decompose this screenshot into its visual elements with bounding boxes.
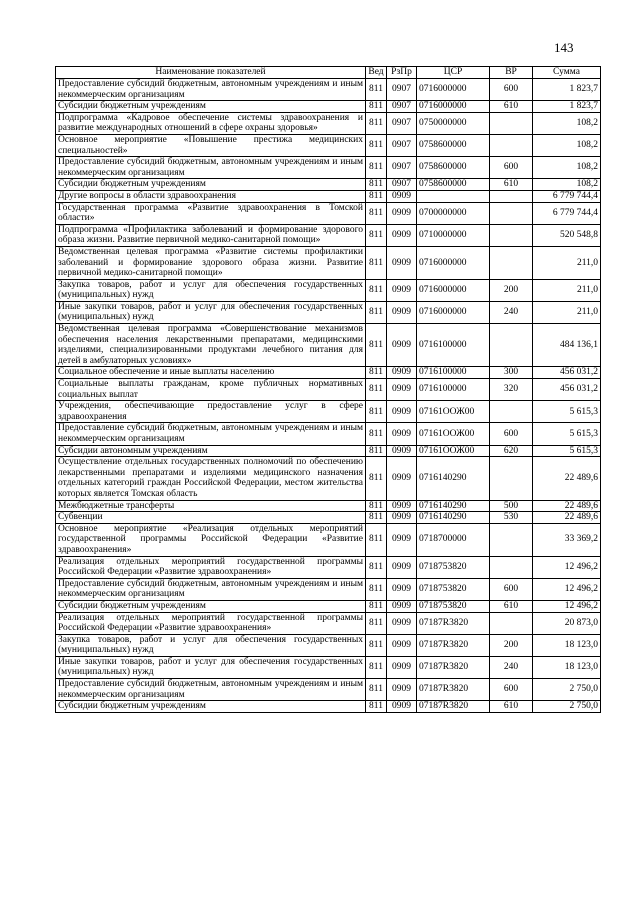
cell-vr [490, 401, 533, 423]
cell-sum: 211,0 [533, 246, 601, 279]
cell-name: Субсидии автономным учреждениям [56, 445, 366, 457]
cell-vr [490, 202, 533, 224]
cell-rzpr: 0907 [387, 157, 417, 179]
cell-ved: 811 [366, 679, 387, 701]
cell-rzpr: 0909 [387, 500, 417, 512]
cell-sum: 6 779 744,4 [533, 202, 601, 224]
table-row [56, 512, 601, 524]
cell-sum: 108,2 [533, 134, 601, 156]
cell-ved: 811 [366, 612, 387, 634]
cell-sum: 18 123,0 [533, 634, 601, 656]
cell-name: Социальные выплаты гражданам, кроме публичных нормативных социальных выплат [56, 379, 366, 401]
cell-name: Подпрограмма «Профилактика заболеваний и формирование здорового образа жизни. Развитие первичной медико-санитарной помощи» [56, 224, 366, 246]
cell-vr: 320 [490, 379, 533, 401]
cell-csr: 0716140290 [417, 457, 490, 500]
cell-rzpr: 0909 [387, 656, 417, 678]
cell-name: Межбюджетные трансферты [56, 500, 366, 512]
table-row [56, 578, 601, 600]
cell-name: Предоставление субсидий бюджетным, автономным учреждениям и иным некоммерческим организациям [56, 423, 366, 445]
cell-sum: 5 615,3 [533, 401, 601, 423]
cell-vr: 530 [490, 512, 533, 524]
column-header-csr: ЦСР [417, 67, 490, 79]
cell-name: Ведомственная целевая программа «Развитие системы профилактики заболеваний и формирование здорового образа жизни. Развитие первичной медико-санитарной помощи» [56, 246, 366, 279]
cell-ved: 811 [366, 224, 387, 246]
cell-vr: 600 [490, 157, 533, 179]
cell-csr: 07187R3820 [417, 612, 490, 634]
cell-sum: 12 496,2 [533, 556, 601, 578]
cell-sum: 12 496,2 [533, 600, 601, 612]
cell-name: Другие вопросы в области здравоохранения [56, 190, 366, 202]
cell-vr: 610 [490, 101, 533, 113]
cell-rzpr: 0909 [387, 224, 417, 246]
table-row [56, 179, 601, 191]
cell-vr [490, 324, 533, 367]
cell-rzpr: 0907 [387, 179, 417, 191]
table-row [56, 134, 601, 156]
cell-rzpr: 0909 [387, 457, 417, 500]
table-row [56, 701, 601, 713]
column-header-rzpr: РзПр [387, 67, 417, 79]
cell-ved: 811 [366, 401, 387, 423]
table-row [56, 190, 601, 202]
table-row [56, 679, 601, 701]
cell-vr [490, 612, 533, 634]
cell-csr: 0716140290 [417, 500, 490, 512]
cell-ved: 811 [366, 279, 387, 301]
column-header-sum: Сумма [533, 67, 601, 79]
cell-rzpr: 0909 [387, 634, 417, 656]
cell-sum: 484 136,1 [533, 324, 601, 367]
cell-sum: 18 123,0 [533, 656, 601, 678]
cell-rzpr: 0909 [387, 679, 417, 701]
cell-rzpr: 0909 [387, 301, 417, 323]
cell-name: Ведомственная целевая программа «Совершенствование механизмов обеспечения населения лекарственными препаратами, медицинскими изделиями, специализированными продуктами лечебного питания для детей в амбулаторных условиях» [56, 324, 366, 367]
table-row [56, 246, 601, 279]
cell-ved: 811 [366, 634, 387, 656]
cell-csr: 0758600000 [417, 179, 490, 191]
cell-vr: 610 [490, 701, 533, 713]
cell-sum: 22 489,6 [533, 500, 601, 512]
cell-sum: 520 548,8 [533, 224, 601, 246]
table-row [56, 367, 601, 379]
cell-name: Субсидии бюджетным учреждениям [56, 701, 366, 713]
cell-ved: 811 [366, 301, 387, 323]
cell-rzpr: 0909 [387, 324, 417, 367]
cell-csr: 0716140290 [417, 512, 490, 524]
cell-csr: 0718753820 [417, 600, 490, 612]
cell-ved: 811 [366, 190, 387, 202]
cell-name: Учреждения, обеспечивающие предоставление услуг в сфере здравоохранения [56, 401, 366, 423]
cell-vr [490, 190, 533, 202]
cell-sum: 5 615,3 [533, 445, 601, 457]
cell-rzpr: 0909 [387, 512, 417, 524]
cell-vr: 620 [490, 445, 533, 457]
table-row [56, 600, 601, 612]
cell-name: Закупка товаров, работ и услуг для обеспечения государственных (муниципальных) нужд [56, 279, 366, 301]
cell-csr: 0758600000 [417, 157, 490, 179]
cell-name: Осуществление отдельных государственных полномочий по обеспечению лекарственными препаратами и изделиями медицинского назначения отдельных категорий граждан Российской Федерации, местом жительства которых является Томская область [56, 457, 366, 500]
cell-csr: 0716000000 [417, 301, 490, 323]
cell-ved: 811 [366, 445, 387, 457]
cell-vr [490, 134, 533, 156]
cell-sum: 22 489,6 [533, 512, 601, 524]
table-row [56, 656, 601, 678]
cell-csr: 07161ООЖ00 [417, 423, 490, 445]
cell-rzpr: 0909 [387, 523, 417, 556]
cell-sum: 1 823,7 [533, 79, 601, 101]
cell-rzpr: 0909 [387, 701, 417, 713]
cell-name: Субсидии бюджетным учреждениям [56, 179, 366, 191]
cell-rzpr: 0909 [387, 401, 417, 423]
cell-vr [490, 556, 533, 578]
cell-ved: 811 [366, 179, 387, 191]
cell-vr: 240 [490, 656, 533, 678]
cell-sum: 456 031,2 [533, 379, 601, 401]
cell-rzpr: 0909 [387, 600, 417, 612]
cell-rzpr: 0907 [387, 79, 417, 101]
cell-ved: 811 [366, 246, 387, 279]
cell-name: Предоставление субсидий бюджетным, автономным учреждениям и иным некоммерческим организациям [56, 157, 366, 179]
cell-ved: 811 [366, 79, 387, 101]
cell-name: Предоставление субсидий бюджетным, автономным учреждениям и иным некоммерческим организациям [56, 79, 366, 101]
table-row [56, 202, 601, 224]
cell-sum: 2 750,0 [533, 679, 601, 701]
cell-sum: 108,2 [533, 112, 601, 134]
cell-name: Иные закупки товаров, работ и услуг для обеспечения государственных (муниципальных) нужд [56, 301, 366, 323]
cell-csr: 0710000000 [417, 224, 490, 246]
table-row [56, 457, 601, 500]
cell-sum: 211,0 [533, 279, 601, 301]
table-row [56, 224, 601, 246]
table-row [56, 324, 601, 367]
cell-rzpr: 0909 [387, 367, 417, 379]
cell-vr [490, 457, 533, 500]
cell-sum: 22 489,6 [533, 457, 601, 500]
cell-vr: 610 [490, 179, 533, 191]
page-number: 143 [554, 40, 574, 55]
cell-name: Предоставление субсидий бюджетным, автономным учреждениям и иным некоммерческим организациям [56, 578, 366, 600]
cell-name: Субсидии бюджетным учреждениям [56, 101, 366, 113]
column-header-name: Наименование показателей [56, 67, 366, 79]
cell-sum: 211,0 [533, 301, 601, 323]
cell-ved: 811 [366, 367, 387, 379]
cell-csr [417, 190, 490, 202]
cell-sum: 6 779 744,4 [533, 190, 601, 202]
cell-name: Государственная программа «Развитие здравоохранения в Томской области» [56, 202, 366, 224]
cell-name: Иные закупки товаров, работ и услуг для обеспечения государственных (муниципальных) нужд [56, 656, 366, 678]
cell-ved: 811 [366, 701, 387, 713]
cell-rzpr: 0909 [387, 556, 417, 578]
table-row [56, 401, 601, 423]
cell-csr: 0716000000 [417, 101, 490, 113]
cell-ved: 811 [366, 512, 387, 524]
cell-csr: 07161ООЖ00 [417, 445, 490, 457]
cell-vr: 500 [490, 500, 533, 512]
cell-vr [490, 112, 533, 134]
cell-csr: 0716100000 [417, 324, 490, 367]
cell-ved: 811 [366, 112, 387, 134]
cell-csr: 07187R3820 [417, 634, 490, 656]
cell-ved: 811 [366, 202, 387, 224]
cell-csr: 0718700000 [417, 523, 490, 556]
cell-ved: 811 [366, 457, 387, 500]
cell-vr: 600 [490, 578, 533, 600]
cell-ved: 811 [366, 157, 387, 179]
table-body [56, 79, 601, 713]
cell-vr: 200 [490, 634, 533, 656]
cell-csr: 0716100000 [417, 367, 490, 379]
cell-sum: 2 750,0 [533, 701, 601, 713]
cell-csr: 0716000000 [417, 279, 490, 301]
budget-table [55, 66, 601, 713]
cell-rzpr: 0909 [387, 279, 417, 301]
cell-vr: 600 [490, 423, 533, 445]
cell-name: Закупка товаров, работ и услуг для обеспечения государственных (муниципальных) нужд [56, 634, 366, 656]
cell-name: Субвенции [56, 512, 366, 524]
cell-csr: 07161ООЖ00 [417, 401, 490, 423]
cell-vr: 610 [490, 600, 533, 612]
cell-ved: 811 [366, 556, 387, 578]
table-row [56, 634, 601, 656]
table-row [56, 157, 601, 179]
cell-name: Подпрограмма «Кадровое обеспечение системы здравоохранения и развитие международных отношений в сфере охраны здоровья» [56, 112, 366, 134]
cell-name: Реализация отдельных мероприятий государственной программы Российской Федерации «Развитие здравоохранения» [56, 612, 366, 634]
cell-name: Основное мероприятие «Реализация отдельных мероприятий государственной программы Российской Федерации «Развитие здравоохранения» [56, 523, 366, 556]
table-row [56, 279, 601, 301]
cell-ved: 811 [366, 324, 387, 367]
cell-csr: 07187R3820 [417, 679, 490, 701]
cell-sum: 456 031,2 [533, 367, 601, 379]
cell-vr: 200 [490, 279, 533, 301]
cell-rzpr: 0907 [387, 112, 417, 134]
cell-name: Основное мероприятие «Повышение престижа медицинских специальностей» [56, 134, 366, 156]
cell-rzpr: 0907 [387, 134, 417, 156]
cell-sum: 12 496,2 [533, 578, 601, 600]
table-row [56, 112, 601, 134]
table-row [56, 101, 601, 113]
cell-rzpr: 0909 [387, 445, 417, 457]
cell-csr: 0716100000 [417, 379, 490, 401]
cell-rzpr: 0909 [387, 578, 417, 600]
cell-ved: 811 [366, 656, 387, 678]
cell-name: Субсидии бюджетным учреждениям [56, 600, 366, 612]
table-row [56, 556, 601, 578]
cell-ved: 811 [366, 578, 387, 600]
cell-sum: 20 873,0 [533, 612, 601, 634]
cell-csr: 07187R3820 [417, 656, 490, 678]
table-row [56, 500, 601, 512]
cell-rzpr: 0909 [387, 379, 417, 401]
cell-vr [490, 246, 533, 279]
cell-sum: 5 615,3 [533, 423, 601, 445]
cell-csr: 0758600000 [417, 134, 490, 156]
table-row [56, 79, 601, 101]
cell-rzpr: 0909 [387, 612, 417, 634]
cell-csr: 0700000000 [417, 202, 490, 224]
cell-csr: 0718753820 [417, 578, 490, 600]
column-header-ved: Вед [366, 67, 387, 79]
cell-rzpr: 0909 [387, 423, 417, 445]
cell-ved: 811 [366, 500, 387, 512]
cell-rzpr: 0907 [387, 101, 417, 113]
cell-ved: 811 [366, 600, 387, 612]
column-header-vr: ВР [490, 67, 533, 79]
table-row [56, 612, 601, 634]
cell-csr: 0750000000 [417, 112, 490, 134]
table-row [56, 423, 601, 445]
cell-vr: 300 [490, 367, 533, 379]
cell-name: Социальное обеспечение и иные выплаты населению [56, 367, 366, 379]
cell-ved: 811 [366, 101, 387, 113]
cell-vr: 600 [490, 679, 533, 701]
cell-csr: 0716000000 [417, 79, 490, 101]
table-row [56, 445, 601, 457]
cell-vr: 240 [490, 301, 533, 323]
cell-ved: 811 [366, 379, 387, 401]
cell-csr: 0718753820 [417, 556, 490, 578]
cell-name: Предоставление субсидий бюджетным, автономным учреждениям и иным некоммерческим организациям [56, 679, 366, 701]
cell-ved: 811 [366, 134, 387, 156]
table-row [56, 301, 601, 323]
cell-name: Реализация отдельных мероприятий государственной программы Российской Федерации «Развитие здравоохранения» [56, 556, 366, 578]
cell-rzpr: 0909 [387, 202, 417, 224]
cell-sum: 1 823,7 [533, 101, 601, 113]
cell-vr [490, 224, 533, 246]
cell-ved: 811 [366, 423, 387, 445]
cell-vr: 600 [490, 79, 533, 101]
cell-csr: 0716000000 [417, 246, 490, 279]
cell-rzpr: 0909 [387, 190, 417, 202]
table-header-row [56, 67, 601, 79]
cell-sum: 108,2 [533, 179, 601, 191]
cell-rzpr: 0909 [387, 246, 417, 279]
table-row [56, 523, 601, 556]
cell-sum: 33 369,2 [533, 523, 601, 556]
table-row [56, 379, 601, 401]
cell-sum: 108,2 [533, 157, 601, 179]
cell-ved: 811 [366, 523, 387, 556]
cell-vr [490, 523, 533, 556]
cell-csr: 07187R3820 [417, 701, 490, 713]
